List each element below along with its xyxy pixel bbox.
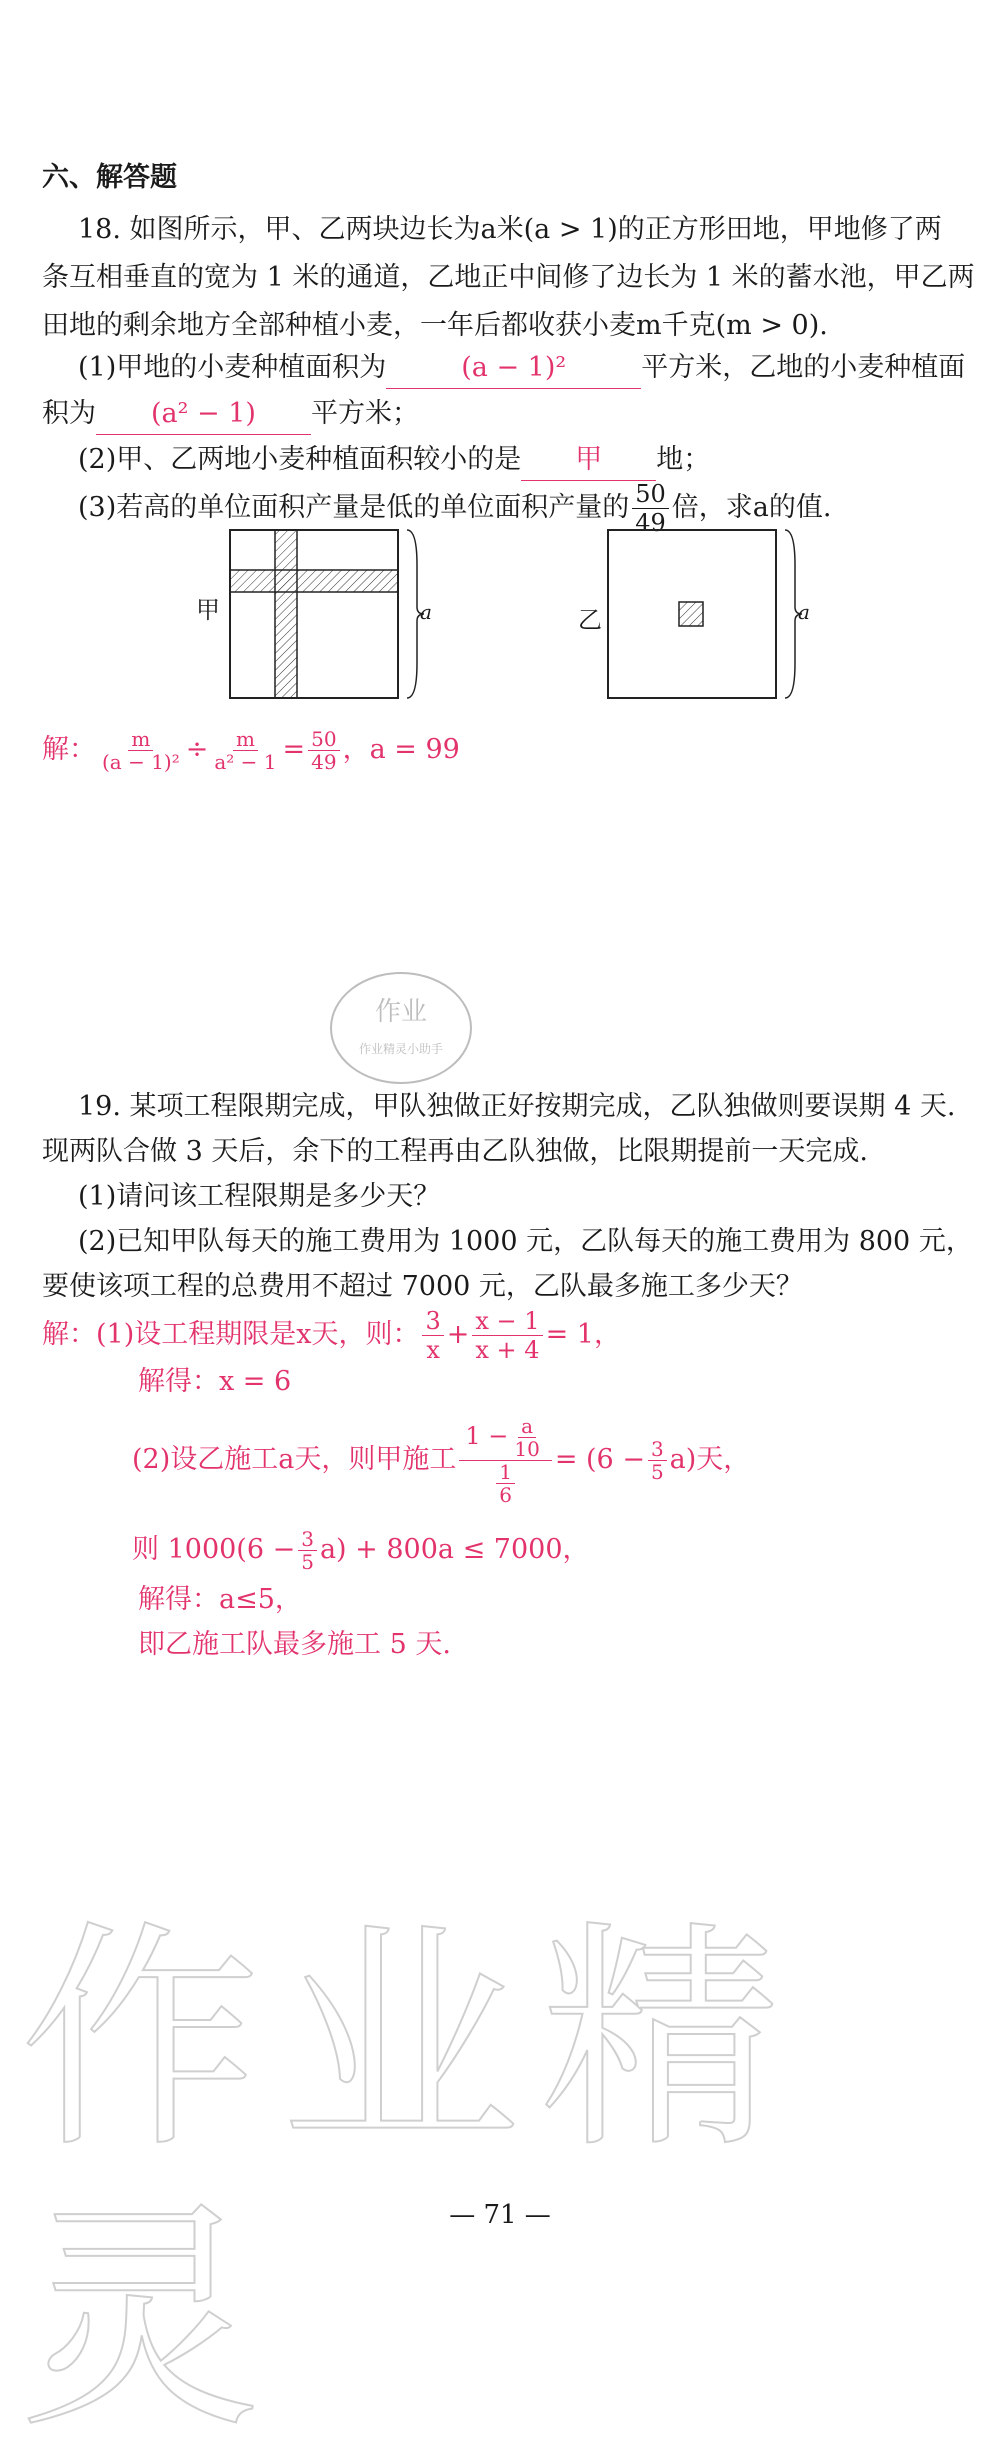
q18-answer-blank-2: (a² − 1)	[96, 394, 311, 435]
q19-solution-line3: (2)设乙施工a天，则甲施工 1 − $\frac{a}{10}$ $\frac{1}{6}$ = (6 − $\frac{3}{5}$ a)天，	[132, 1414, 751, 1507]
q19-inner-fraction: $\frac{a}{10}$	[514, 1414, 540, 1461]
q18-part1-line2: 积为 (a² − 1) 平方米；	[42, 394, 419, 435]
field-jia-square	[230, 530, 398, 698]
q19-fraction-3: $\frac{3}{5}$	[648, 1438, 667, 1483]
q19-part2-line1: (2)已知甲队每天的施工费用为 1000 元，乙队每天的施工费用为 800 元，	[78, 1226, 973, 1257]
q19-fraction-2: $\frac{x - 1}{x + 4}$	[472, 1307, 542, 1364]
solution-fraction-1: $\frac{m}{\text{(a − 1)²}}$	[102, 727, 180, 774]
watermark-text: 作业精灵	[20, 1900, 801, 2460]
pond-square	[679, 602, 703, 626]
q19-line1: 19. 某项工程限期完成，甲队独做正好按期完成，乙队独做则要误期 4 天.	[78, 1091, 956, 1122]
q19-solution-line4: 则 1000(6 − $\frac{3}{5}$ a) + 800a ≤ 7000，	[132, 1527, 590, 1574]
q19-part1: (1)请问该工程限期是多少天？	[78, 1181, 441, 1212]
q18-part2: (2)甲、乙两地小麦种植面积较小的是 甲 地；	[78, 440, 710, 481]
q18-solution: 解： $\frac{m}{\text{(a − 1)²}}$ ÷ $\frac{m}{\text{a² − 1}}$ = $\frac{50}{49}$ ，a = 99	[42, 727, 460, 774]
q19-complex-fraction: 1 − $\frac{a}{10}$ $\frac{1}{6}$	[459, 1415, 551, 1506]
q19-solution-line6: 即乙施工队最多施工 5 天.	[138, 1629, 451, 1660]
page-number: — 71 —	[449, 2200, 551, 2230]
road-vertical	[275, 530, 297, 698]
figure-label-yi: 乙	[578, 606, 602, 634]
q18-line1: 18. 如图所示，甲、乙两块边长为a米(a > 1)的正方形田地，甲地修了两	[78, 214, 942, 245]
q19-fraction-4: $\frac{3}{5}$	[298, 1528, 317, 1573]
field-yi-figure	[603, 525, 813, 705]
q19-denominator-fraction: $\frac{1}{6}$	[496, 1461, 515, 1506]
figure-label-a-right: a	[798, 600, 810, 624]
q19-line2: 现两队合做 3 天后，余下的工程再由乙队独做，比限期提前一天完成.	[42, 1136, 868, 1167]
q18-answer-blank-3: 甲	[521, 440, 656, 481]
field-jia-figure	[225, 525, 435, 705]
q19-part2-line2: 要使该项工程的总费用不超过 7000 元，乙队最多施工多少天？	[42, 1271, 803, 1302]
road-horizontal	[230, 570, 398, 592]
stamp-bottom-text: 作业精灵小助手	[358, 1042, 444, 1056]
section-title: 六、解答题	[42, 162, 177, 193]
q19-fraction-1: $\frac{3}{x}$	[422, 1307, 443, 1364]
figure-label-jia: 甲	[196, 596, 220, 624]
q18-line2: 条互相垂直的宽为 1 米的通道，乙地正中间修了边长为 1 米的蓄水池，甲乙两	[42, 262, 975, 293]
solution-fraction-3: $\frac{50}{49}$	[308, 728, 339, 773]
solution-fraction-2: $\frac{m}{\text{a² − 1}}$	[214, 727, 277, 774]
q18-ratio-fraction: $\frac{50}{49}$	[632, 480, 669, 537]
q19-solution-line5: 解得：a≤5，	[138, 1584, 302, 1615]
figure-label-a-left: a	[420, 600, 432, 624]
q18-answer-blank-1: (a − 1)²	[386, 348, 641, 389]
stamp-top-text: 作业	[374, 997, 428, 1027]
q18-part3: (3)若高的单位面积产量是低的单位面积产量的 $\frac{50}{49}$ 倍，求a的值.	[78, 480, 832, 537]
q18-line3: 田地的剩余地方全部种植小麦，一年后都收获小麦m千克(m > 0).	[42, 310, 828, 341]
stamp-watermark	[326, 968, 476, 1088]
q19-solution-line1: 解：(1)设工程期限是x天，则： $\frac{3}{x}$ + $\frac{x - 1}{x + 4}$ = 1，	[42, 1307, 621, 1364]
q18-part1-line1: (1)甲地的小麦种植面积为 (a − 1)² 平方米，乙地的小麦种植面	[78, 348, 965, 389]
q19-solution-line2: 解得：x = 6	[138, 1366, 292, 1397]
